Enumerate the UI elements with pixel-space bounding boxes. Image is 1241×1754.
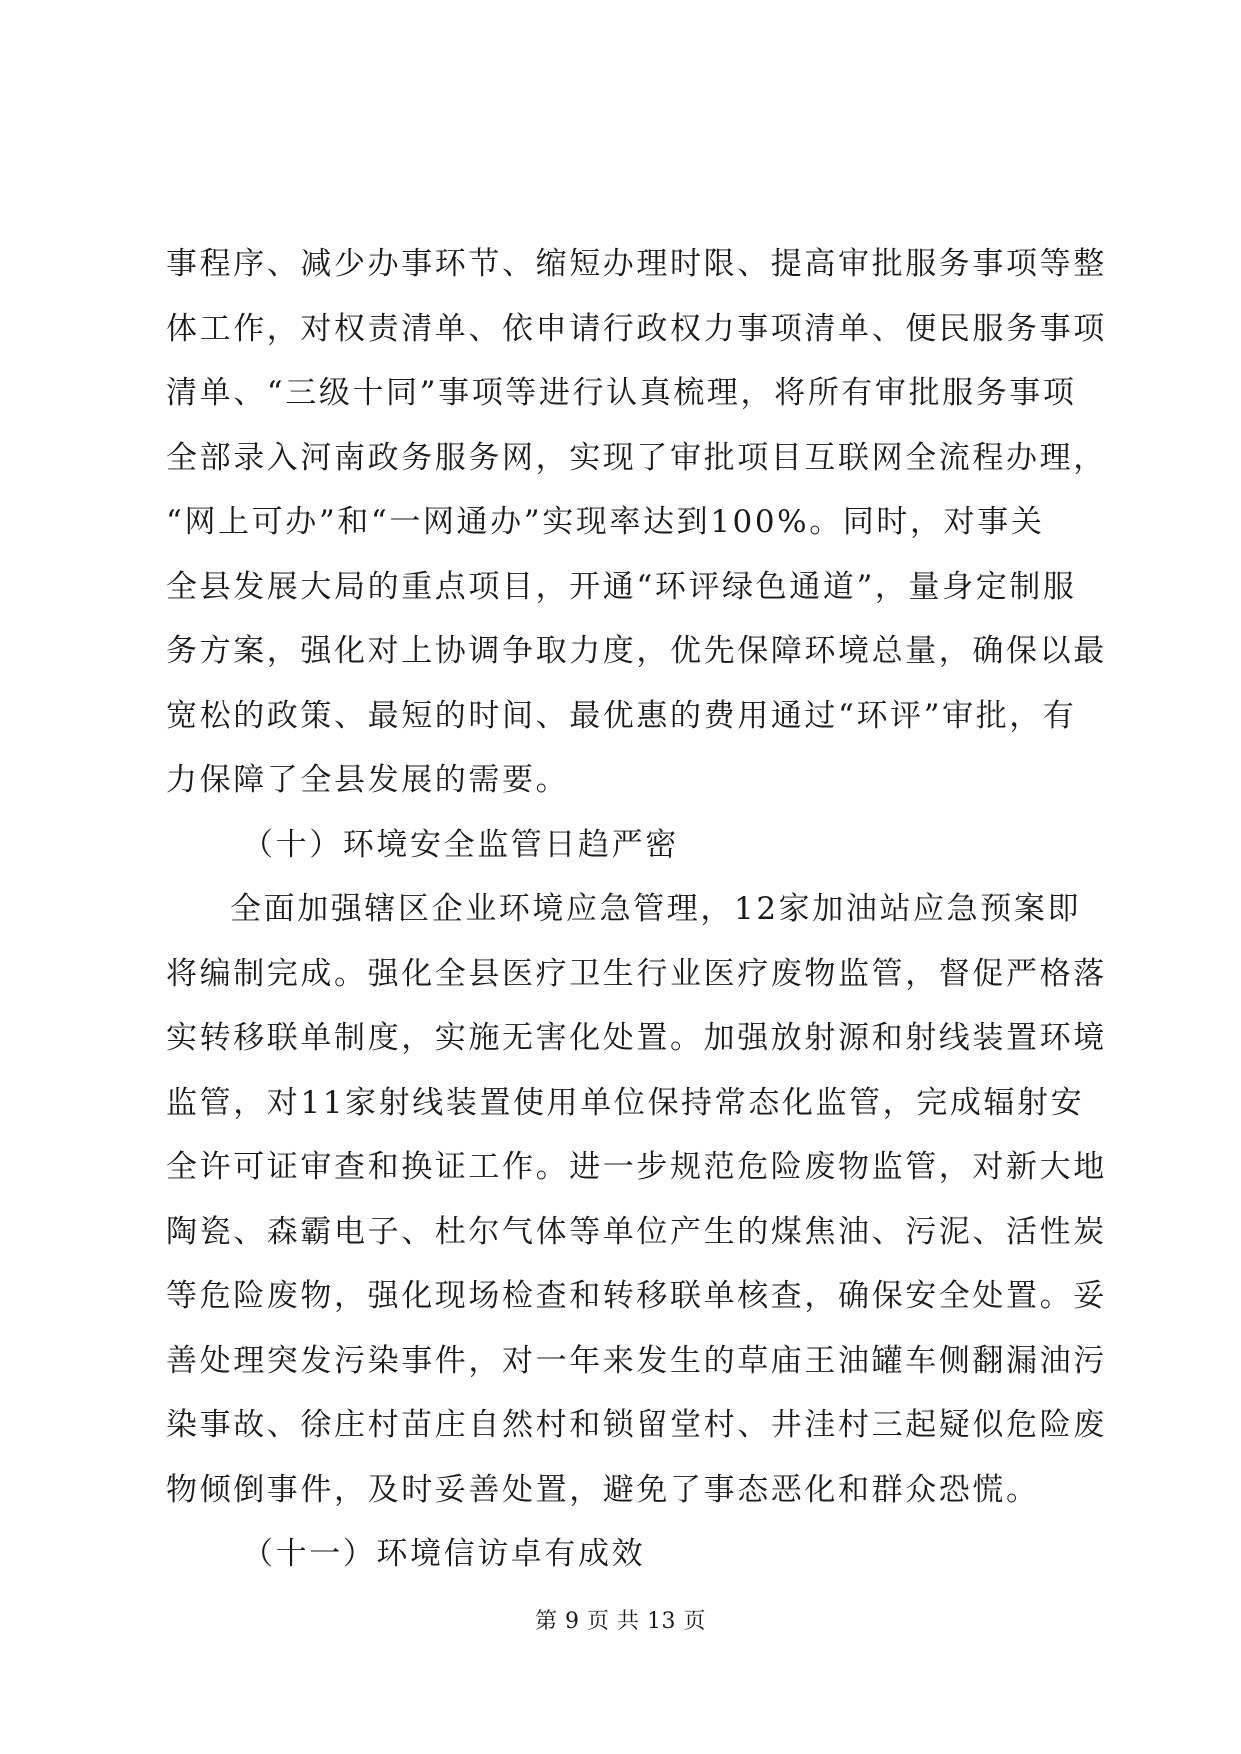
- section-heading: （十一）环境信访卓有成效: [242, 1536, 646, 1572]
- text-line: 事程序、减少办事环节、缩短办理时限、提高审批服务事项等整: [166, 246, 1107, 282]
- text-line: 将编制完成。强化全县医疗卫生行业医疗废物监管，督促严格落: [166, 955, 1107, 992]
- text-line: 力保障了全县发展的需要。: [166, 762, 570, 798]
- page-number-footer: 第 9 页 共 13 页: [535, 1609, 706, 1634]
- text-line: “网上可办”和“一网通办”实现率达到100%。同时，对事关: [166, 504, 1045, 540]
- text-line: 全许可证审查和换证工作。进一步规范危险废物监管，对新大地: [166, 1149, 1107, 1185]
- body-text: [166, 232, 1107, 1587]
- text-line: 陶瓷、森霸电子、杜尔气体等单位产生的煤焦油、污泥、活性炭: [166, 1213, 1107, 1250]
- text-line: 宽松的政策、最短的时间、最优惠的费用通过“环评”审批，有: [166, 697, 1077, 734]
- text-line: 染事故、徐庄村苗庄自然村和锁留堂村、井洼村三起疑似危险废: [166, 1407, 1107, 1443]
- text-line: 物倾倒事件，及时妥善处置，避免了事态恶化和群众恐慌。: [166, 1471, 1040, 1508]
- text-line: 实转移联单制度，实施无害化处置。加强放射源和射线装置环境: [166, 1020, 1107, 1056]
- text-line: 务方案，强化对上协调争取力度，优先保障环境总量，确保以最: [166, 633, 1107, 669]
- text-line: 善处理突发污染事件，对一年来发生的草庙王油罐车侧翻漏油污: [166, 1342, 1107, 1379]
- text-line: 全县发展大局的重点项目，开通“环评绿色通道”，量身定制服: [166, 568, 1077, 605]
- text-line: 清单、“三级十同”事项等进行认真梳理，将所有审批服务事项: [166, 375, 1077, 411]
- text-line: 全面加强辖区企业环境应急管理，12家加油站应急预案即: [230, 891, 1082, 927]
- section-heading: （十）环境安全监管日趋严密: [242, 826, 679, 863]
- text-line: 全部录入河南政务服务网，实现了审批项目互联网全流程办理，: [166, 439, 1107, 476]
- text-line: 体工作，对权责清单、依申请行政权力事项清单、便民服务事项: [166, 310, 1107, 347]
- text-line: 等危险废物，强化现场检查和转移联单核查，确保安全处置。妥: [166, 1278, 1107, 1314]
- text-line: 监管，对11家射线装置使用单位保持常态化监管，完成辐射安: [166, 1084, 1085, 1121]
